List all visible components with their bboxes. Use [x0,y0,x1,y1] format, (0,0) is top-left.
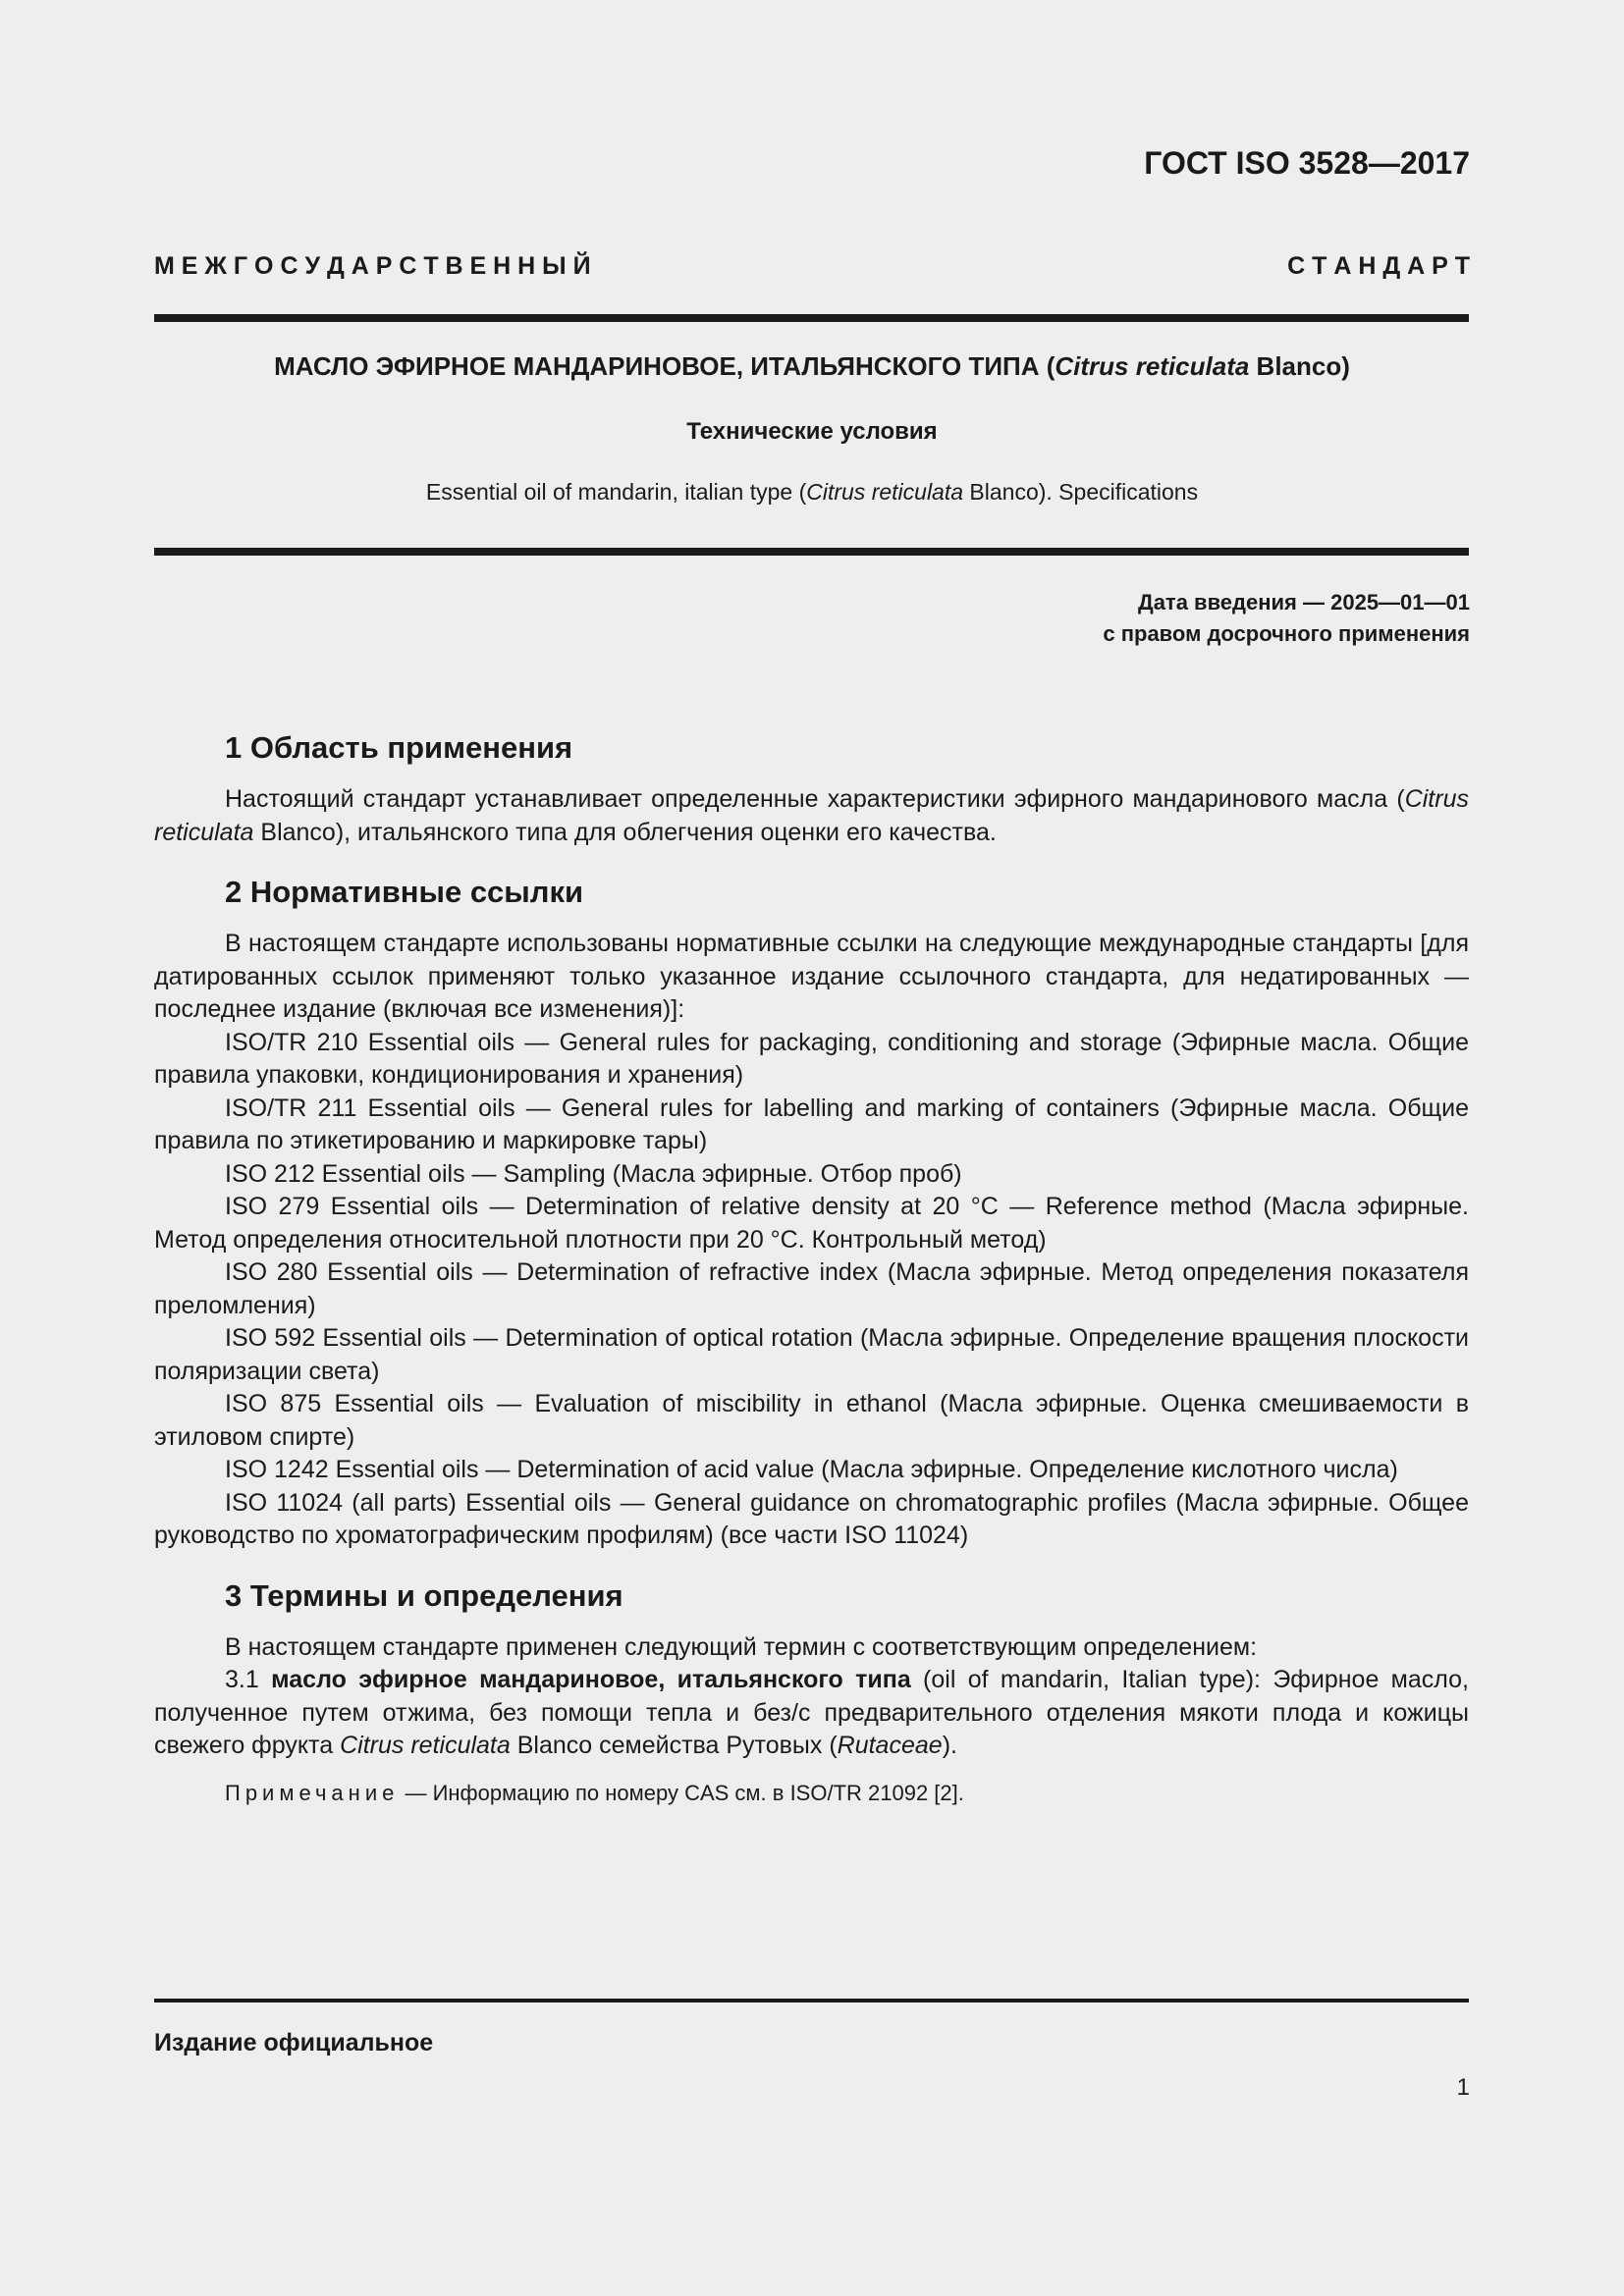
reference-item: ISO/TR 211 Essential oils — General rules for labelling and marking of containers (Эфирные масла. Общие правила по этикетированию и маркировке тары) [154,1094,1469,1154]
reference-item: ISO 875 Essential oils — Evaluation of miscibility in ethanol (Масла эфирные. Оценка смешиваемости в этиловом спирте) [154,1390,1469,1451]
introduction-date: Дата введения — 2025—01—01 [1138,590,1470,614]
note [154,1777,1469,1810]
interstate-word-1: М Е Ж Г О С У Д А Р С Т В Е Н Н Ы Й [154,252,591,280]
document-subtitle: Технические условия [686,418,938,445]
title-suffix: Blanco) [1249,351,1350,381]
standard-designation: ГОСТ ISO 3528—2017 [1144,145,1470,181]
footer-rule [154,1999,1469,2002]
en-title-suffix: Blanco). Specifications [963,479,1199,505]
term-end: ). [942,1732,957,1759]
section-1-paragraph [154,783,1469,849]
s1-text: Настоящий стандарт устанавливает определенные характеристики эфирного мандаринового масла ( [225,785,1405,813]
term-family: Rutaceae [837,1732,943,1759]
title-text: МАСЛО ЭФИРНОЕ МАНДАРИНОВОЕ, ИТАЛЬЯНСКОГО ТИПА ( [274,351,1056,381]
top-rule [154,314,1469,322]
term-name: масло эфирное мандариновое, итальянского типа [271,1666,911,1693]
note-text: — Информацию по номеру CAS см. в ISO/TR 21092 [2]. [399,1780,964,1805]
section-2-heading: 2 Нормативные ссылки [225,875,584,909]
introduction-date-block [1103,587,1470,650]
s1-text-end: Blanco), итальянского типа для облегчения оценки его качества. [253,818,997,846]
reference-item: ISO 1242 Essential oils — Determination of acid value (Масла эфирные. Определение кислотного числа) [225,1456,1398,1483]
term-number: 3.1 [225,1666,272,1693]
interstate-word-2: С Т А Н Д А Р Т [1287,252,1470,280]
document-title [154,351,1470,382]
term-latin: Citrus reticulata [340,1732,511,1759]
note-label: Примечание [225,1780,400,1805]
en-title-text: Essential oil of mandarin, italian type ( [425,479,807,505]
section-3-heading: 3 Термины и определения [225,1577,623,1613]
reference-item: ISO/TR 210 Essential oils — General rules for packaging, conditioning and storage (Эфирные масла. Общие правила упаковки, кондиционирования и хранения) [154,1028,1469,1089]
title-bottom-rule [154,548,1469,556]
term-text-2: Blanco семейства Рутовых ( [510,1732,838,1759]
reference-item: ISO 212 Essential oils — Sampling (Масла эфирные. Отбор проб) [225,1159,962,1188]
interstate-standard-banner [154,252,1470,281]
document-body [154,726,1469,1809]
section-1-heading: 1 Область применения [225,730,573,765]
reference-item: ISO 280 Essential oils — Determination of refractive index (Масла эфирные. Метод определения показателя преломления) [154,1258,1469,1319]
section-3-intro: В настоящем стандарте применен следующий термин с соответствующим определением: [225,1632,1258,1661]
page-number: 1 [1456,2074,1470,2101]
section-2-intro: В настоящем стандарте использованы нормативные ссылки на следующие международные стандарты [для датированных ссылок применяют только указанное издание ссылочного стандарта, для недатированных — последнее издание (включая все изменения)]: [154,930,1469,1023]
reference-item: ISO 592 Essential oils — Determination of optical rotation (Масла эфирные. Определение вращения плоскости поляризации света) [154,1324,1469,1385]
official-edition-label: Издание официальное [154,2029,434,2056]
reference-item: ISO 279 Essential oils — Determination of relative density at 20 °C — Reference method (Масла эфирные. Метод определения относительной плотности при 20 °С. Контрольный метод) [154,1193,1469,1254]
early-application: с правом досрочного применения [1103,621,1470,646]
en-title-latin: Citrus reticulata [806,479,964,505]
english-title [154,479,1470,506]
reference-item: ISO 11024 (all parts) Essential oils — General guidance on chromatographic profiles (Масла эфирные. Общее руководство по хроматографическим профилям) (все части ISO 11024) [154,1488,1469,1549]
title-latin: Citrus reticulata [1055,351,1250,381]
s1-latin: Citrus reticulata [154,785,1469,846]
term-definition [154,1664,1469,1763]
term-text: (oil of mandarin, Italian type): Эфирное масло, полученное путем отжима, без помощи тепла и без/с предварительного отделения мякоти плода и кожицы свежего фрукта [154,1666,1469,1759]
